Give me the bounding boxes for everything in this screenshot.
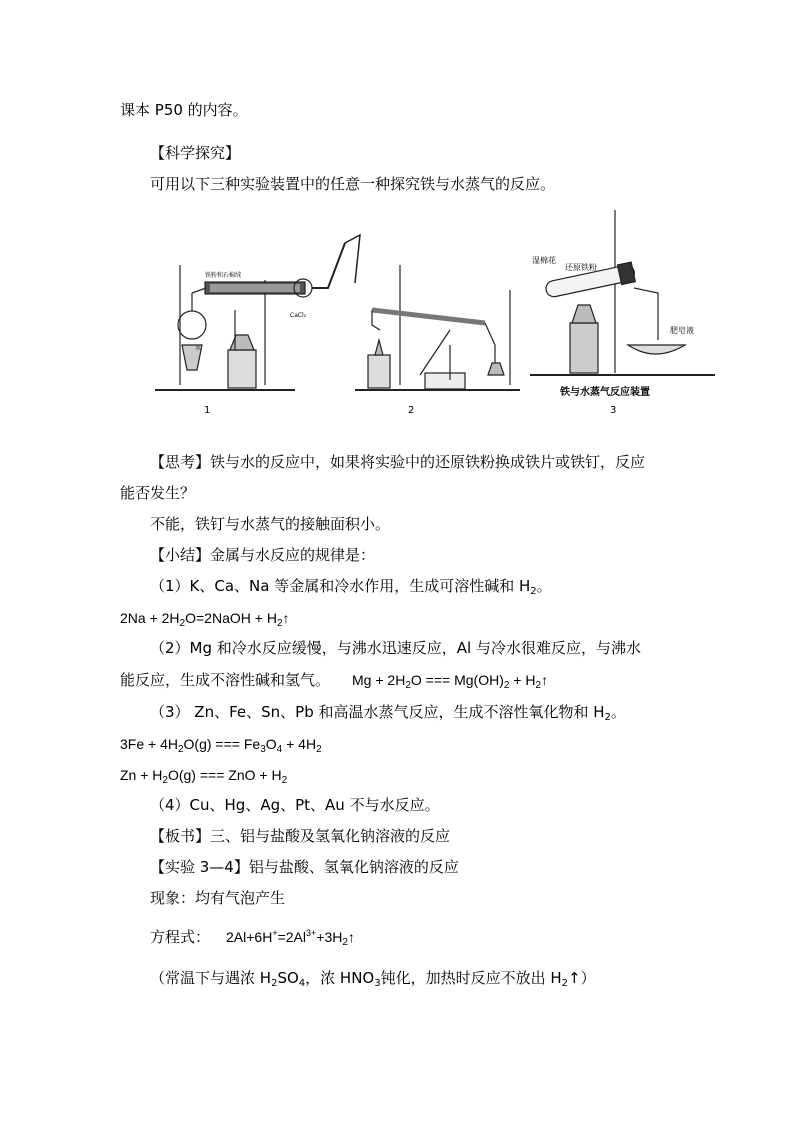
text-line: 可用以下三种实验装置中的任意一种探究铁与水蒸气的反应。: [150, 175, 556, 193]
equation-zn: $Zn + H_2O(g)$ === ZnO + $H_2$: [120, 767, 288, 786]
note-line: （常温下与遇浓 $H_2SO_4$，浓 $HNO_3$钝化，加热时反应不放出 $H_2↑$）: [150, 969, 596, 989]
caption-apparatus-3: 铁与水蒸气反应装置: [560, 387, 650, 398]
answer-line: 不能，铁钉与水蒸气的接触面积小。: [150, 515, 391, 533]
board-heading: 【板书】三、铝与盐酸及氢氧化钠溶液的反应: [150, 827, 451, 845]
rule-2-line-1: （2）Mg 和冷水反应缓慢，与沸水迅速反应，Al 与冷水很难反应，与沸水: [150, 639, 641, 657]
summary-heading: 【小结】金属与水反应的规律是：: [150, 546, 376, 564]
phenomenon-line: 现象：均有气泡产生: [150, 889, 286, 907]
label-soap: 肥皂液: [670, 326, 694, 335]
rule-4: （4）Cu、Hg、Ag、Pt、Au 不与水反应。: [150, 796, 440, 814]
equation-fe: $3Fe + 4H_2O(g)$ === $Fe_3O_4 + 4H_2$: [120, 736, 322, 755]
figure-number-2: 2: [408, 405, 415, 416]
label-water: 水: [195, 345, 202, 352]
equation-na: $2Na + 2H_2O=2NaOH$ + $H_2↑$: [120, 610, 290, 629]
rule-1: （1）K、Ca、Na 等金属和冷水作用，生成可溶性碱和 $H_2$。: [150, 577, 552, 597]
apparatus-3: [530, 205, 715, 398]
label-cacl2: CaCl₂: [290, 312, 307, 319]
label-iron-powder: 还原铁粉: [565, 263, 597, 272]
section-heading: 【科学探究】: [150, 144, 241, 162]
label-cotton: 湿棉花: [532, 256, 556, 265]
figure-number-3: 3: [610, 405, 617, 416]
label-iron-asbestos: 铁粉和石棉绒: [205, 272, 242, 279]
experiment-heading: 【实验 3—4】铝与盐酸、氢氧化钠溶液的反应: [150, 858, 459, 876]
think-line-1: 【思考】铁与水的反应中，如果将实验中的还原铁粉换成铁片或铁钉，反应: [150, 453, 646, 471]
equation-al: 方程式： $2Al+6H^+=2Al^{3+}+3H_2↑$: [150, 928, 355, 948]
rule-2-line-2: 能反应，生成不溶性碱和氢气。 $Mg + 2H_2O$ === $Mg(OH)_2$ + $H_2↑$: [120, 671, 549, 691]
think-line-2: 能否发生？: [120, 484, 196, 502]
text-line: 课本 P50 的内容。: [120, 101, 248, 119]
figure-number-1: 1: [204, 405, 211, 416]
apparatus-2: [355, 265, 520, 390]
apparatus-1: [155, 235, 360, 390]
apparatus-figure: [150, 205, 720, 430]
rule-3: （3） Zn、Fe、Sn、Pb 和高温水蒸气反应，生成不溶性氧化物和 $H_2$。: [150, 703, 626, 723]
